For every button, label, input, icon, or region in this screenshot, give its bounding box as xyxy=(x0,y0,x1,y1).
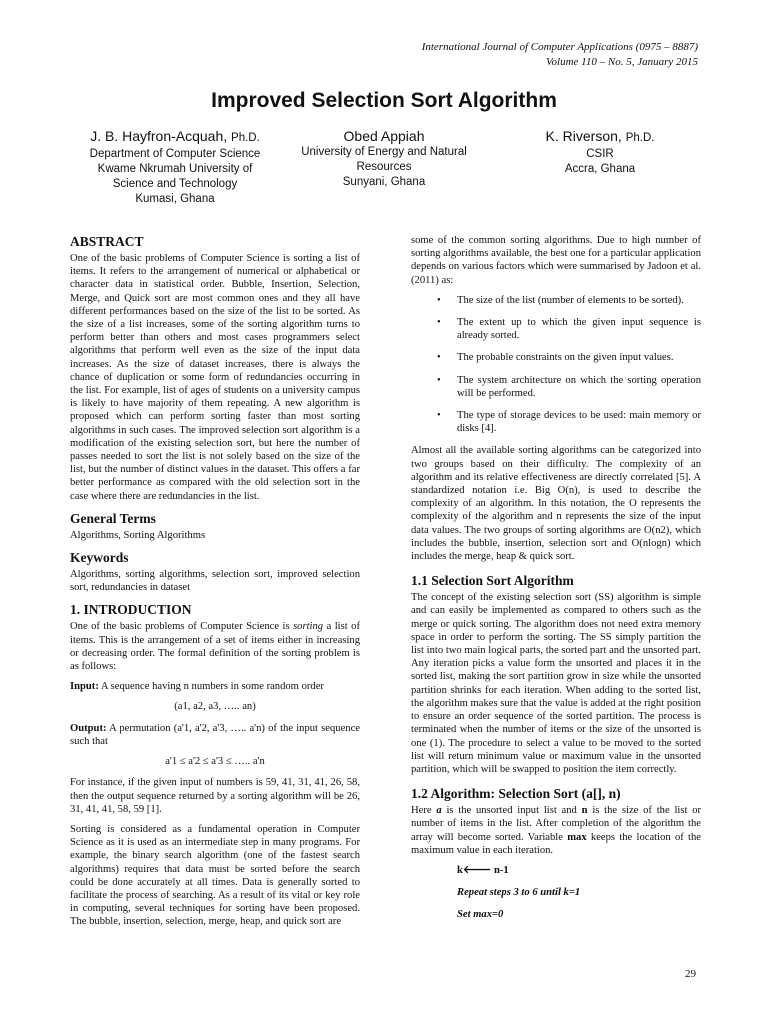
algorithm-step-3: Set max=0 xyxy=(457,909,504,921)
author-1-affil-1: Department of Computer Science xyxy=(89,148,261,160)
section-1-2-heading: 1.2 Algorithm: Selection Sort (a[], n) xyxy=(411,786,621,802)
list-item: • The system architecture on which the sorting operation will be performed. xyxy=(437,374,701,399)
author-1-degree: Ph.D. xyxy=(231,132,260,144)
bullet-icon: • xyxy=(437,317,441,329)
intro-paragraph-1: One of the basic problems of Computer Science is sorting a list of items. This is the arrangement of a set of items either in increasing or decreasing order. The formal definition of the sorting problem is as follows: xyxy=(70,621,360,673)
bullet-icon: • xyxy=(437,374,441,386)
author-2-affil-3: Sunyani, Ghana xyxy=(342,176,426,188)
introduction-heading: 1. INTRODUCTION xyxy=(70,602,192,618)
bullet-icon: • xyxy=(437,410,441,422)
author-2-affil-2: Resources xyxy=(356,161,412,173)
intro-paragraph-2: For instance, if the given input of numbers is 59, 41, 31, 41, 26, 58, then the output sequence returned by a sorting algorithm will be 26, 31, 41, 41, 58, 59 [1]. xyxy=(70,777,360,815)
author-3-affil-1: CSIR xyxy=(586,148,614,160)
intro-input-definition: Input: A sequence having n numbers in some random order xyxy=(70,681,324,693)
author-3-affil-2: Accra, Ghana xyxy=(564,163,636,175)
author-2-name: Obed Appiah xyxy=(343,128,425,144)
author-3-name: K. Riverson, xyxy=(545,128,622,144)
author-2 xyxy=(284,127,484,190)
section-1-1-heading: 1.1 Selection Sort Algorithm xyxy=(411,573,574,589)
bullet-icon: • xyxy=(437,294,441,306)
journal-line-2: Volume 110 – No. 5, January 2015 xyxy=(546,56,698,68)
journal-header xyxy=(422,40,698,70)
paper-title: Improved Selection Sort Algorithm xyxy=(211,89,557,112)
left-column xyxy=(70,234,360,936)
section-1-1-text: The concept of the existing selection sort (SS) algorithm is simple and can easily be implemented as compared to others such as the merge or quick sorting. The algorithm does not need extra memory space in order to perform the sorting. The SS simply partition the list into two main logical parts, the sorted part and the unsorted part. Any iteration picks a value form the unsorted and places it in the sorted list, making the sort partition grow in size while the unsorted partition shrinks for each iteration. When adding to the sorted list, the algorithm makes sure that the value is added at the right position to ensure an order sequence of the sorted partition. The process is terminated when the number of items or the size of the unsorted is one (1). The procedure to select a value to be moved to the sorted list will return minimum value or maximum value in the unsorted partition, which will be swapped to position the item correctly. xyxy=(411,592,701,775)
page-number: 29 xyxy=(685,968,696,980)
abstract-heading: ABSTRACT xyxy=(70,234,144,249)
list-item: • The type of storage devices to be used: main memory or disks [4]. xyxy=(437,410,701,435)
author-1-affil-3: Science and Technology xyxy=(112,178,238,190)
general-terms-text: Algorithms, Sorting Algorithms xyxy=(70,529,206,541)
section-1-2-text: Here a is the unsorted input list and n is the size of the list or number of items in the list. After completion of the algorithm the array will become sorted. Variable max keeps the location of the maximum value in each iteration. xyxy=(411,805,702,856)
right-paragraph-2: Almost all the available sorting algorithms can be categorized into two groups based on their difficulty. The complexity of an algorithm and its relative effectiveness are directly correlated [5]. A standardized notation i.e. Big O(n), is used to describe the complexity of an algorithm. In this notation, the O represents the complexity of the algorithm and n represents the size of the input data values. The two groups of sorting algorithms are O(n2), which includes the bubble, insertion, selection sort and O(nlogn) which includes the merge, heap & quick sort. xyxy=(411,445,701,563)
list-item: • The probable constraints on the given input values. xyxy=(437,352,674,364)
abstract-text: One of the basic problems of Computer Science is sorting a list of items. It refers to the arrangement of numerical or alphabetical or character data in statistical order. Bubble, Insertion, Selection, Merge, and Quick sort are most common ones and they all have different performances based on the size of the list to be sorted. As the size of a list increases, some of the sorting algorithm turns to perform better than others and most cases programmers select algorithms that perform well even as the size of the input data increases. As the size of dataset increases, there is always the chance of duplication or some form of redundancies occurring in the list. For example, list of ages of students on a university campus is likely to have majority of them repeating. A new algorithm is proposed which can perform sorting faster than most sorting algorithms in such cases. The improved selection sort algorithm is a modification of the existing selection sort, but here the number of passes needed to sort the list is not solely based on the size of the list, but the number of distinct values in the dataset. This offers a far better performance as compared with the old selection sort in the case where there are redundancies in the list. xyxy=(70,253,360,502)
keywords-text: Algorithms, sorting algorithms, selection sort, improved selection sort, redundancies in dataset xyxy=(70,569,360,594)
right-column xyxy=(411,234,701,931)
journal-line-1: International Journal of Computer Applications (0975 – 8887) xyxy=(421,41,698,53)
bullet-icon: • xyxy=(437,352,441,364)
output-sequence: a'1 ≤ a'2 ≤ a'3 ≤ ….. a'n xyxy=(165,756,265,768)
author-1 xyxy=(70,127,280,207)
author-2-affil-1: University of Energy and Natural xyxy=(301,146,467,158)
keywords-heading: Keywords xyxy=(70,550,129,566)
right-paragraph-1: some of the common sorting algorithms. Due to high number of sorting algorithms available, the best one for a particular application depends on various factors which were summarised by Jadoon et al. (2011) as: xyxy=(411,235,701,286)
list-item: • The extent up to which the given input sequence is already sorted. xyxy=(437,317,701,342)
author-3-degree: Ph.D. xyxy=(625,132,655,144)
author-3 xyxy=(500,127,700,177)
intro-paragraph-3: Sorting is considered as a fundamental operation in Computer Science as it is used as an intermediate step in many programs. For example, the binary search algorithm (one of the fastest search algorithms) requires that data must be sorted before the search could be done accurately at all times. Data is generally sorted to facilitate the process of searching. As a result of its vital or key role in computing, several techniques for sorting have been proposed. The bubble, insertion, selection, merge, heap, and quick sort are xyxy=(70,823,360,928)
list-item: • The size of the list (number of elements to be sorted). xyxy=(437,294,684,306)
algorithm-step-1: k🡐 n-1 xyxy=(457,864,509,876)
author-1-name: J. B. Hayfron-Acquah, xyxy=(90,128,228,144)
author-1-affil-4: Kumasi, Ghana xyxy=(135,193,215,205)
intro-output-definition: Output: A permutation (a'1, a'2, a'3, ….. a'n) of the input sequence such that xyxy=(70,722,360,747)
factor-list xyxy=(411,294,701,436)
algorithm-step-2: Repeat steps 3 to 6 until k=1 xyxy=(457,887,581,899)
input-sequence: (a1, a2, a3, ….. an) xyxy=(174,701,256,713)
author-1-affil-2: Kwame Nkrumah University of xyxy=(97,163,253,175)
general-terms-heading: General Terms xyxy=(70,510,156,526)
